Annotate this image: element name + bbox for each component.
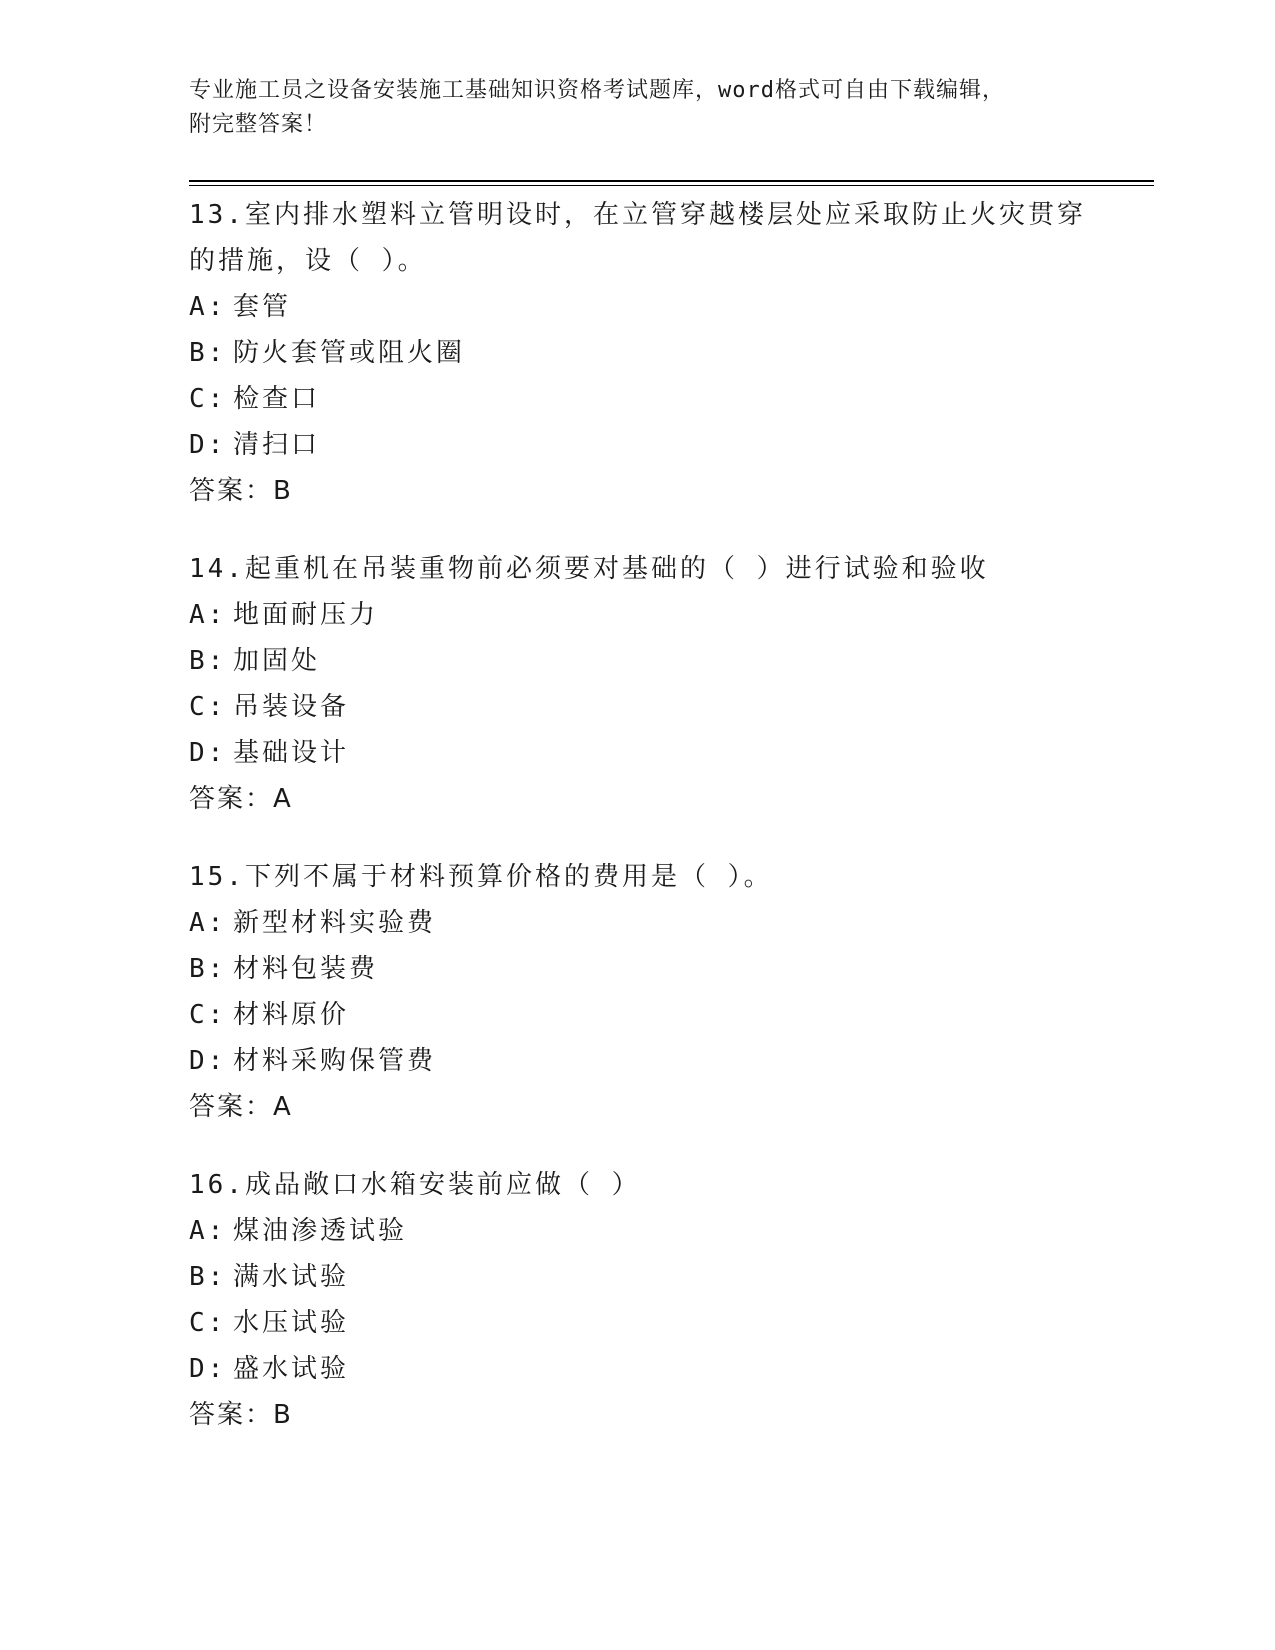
- option-letter: A:: [189, 1216, 227, 1246]
- option-d: [189, 422, 1089, 468]
- option-text: 基础设计: [233, 738, 350, 768]
- option-letter: A:: [189, 292, 227, 322]
- option-text: 加固处: [233, 646, 321, 676]
- question-stem: [189, 1162, 1089, 1208]
- option-text: 盛水试验: [233, 1354, 350, 1384]
- option-text: 材料采购保管费: [233, 1046, 437, 1076]
- option-letter: C:: [189, 1308, 227, 1338]
- option-c: [189, 1300, 1089, 1346]
- header-line-1: 专业施工员之设备安装施工基础知识资格考试题库，word格式可自由下载编辑，: [189, 78, 1005, 103]
- option-letter: C:: [189, 384, 227, 414]
- option-letter: C:: [189, 692, 227, 722]
- option-text: 地面耐压力: [233, 600, 379, 630]
- header-divider-thick: [189, 180, 1154, 182]
- option-text: 清扫口: [233, 430, 321, 460]
- option-c: [189, 684, 1089, 730]
- question-13: [189, 192, 1089, 514]
- option-letter: D:: [189, 1354, 227, 1384]
- option-text: 煤油渗透试验: [233, 1216, 408, 1246]
- option-a: [189, 900, 1089, 946]
- option-b: [189, 1254, 1089, 1300]
- option-a: [189, 592, 1089, 638]
- question-15: [189, 854, 1089, 1130]
- question-stem-line-1: 16.成品敞口水箱安装前应做（ ）: [189, 1170, 641, 1200]
- option-letter: C:: [189, 1000, 227, 1030]
- option-d: [189, 1346, 1089, 1392]
- option-text: 满水试验: [233, 1262, 350, 1292]
- option-b: [189, 946, 1089, 992]
- question-stem-line-1: 14.起重机在吊装重物前必须要对基础的（ ）进行试验和验收: [189, 554, 989, 584]
- option-b: [189, 638, 1089, 684]
- option-d: [189, 730, 1089, 776]
- option-text: 防火套管或阻火圈: [233, 338, 466, 368]
- question-list: [189, 192, 1089, 1470]
- question-stem: [189, 854, 1089, 900]
- option-text: 吊装设备: [233, 692, 350, 722]
- option-letter: D:: [189, 1046, 227, 1076]
- option-letter: A:: [189, 600, 227, 630]
- option-letter: B:: [189, 954, 227, 984]
- option-letter: D:: [189, 738, 227, 768]
- option-d: [189, 1038, 1089, 1084]
- question-stem-line-1: 15.下列不属于材料预算价格的费用是（ ）。: [189, 862, 773, 892]
- question-14: [189, 546, 1089, 822]
- option-letter: B:: [189, 1262, 227, 1292]
- question-stem-line-1: 13.室内排水塑料立管明设时，在立管穿越楼层处应采取防止火灾贯穿: [189, 200, 1086, 230]
- option-text: 材料包装费: [233, 954, 379, 984]
- option-text: 新型材料实验费: [233, 908, 437, 938]
- header-line-2: 附完整答案！: [189, 112, 328, 137]
- question-stem: [189, 546, 1089, 592]
- answer-line: 答案：A: [189, 784, 293, 814]
- option-letter: A:: [189, 908, 227, 938]
- answer-line: 答案：B: [189, 1400, 293, 1430]
- option-c: [189, 992, 1089, 1038]
- option-text: 材料原价: [233, 1000, 350, 1030]
- header-divider-thin: [189, 185, 1154, 186]
- option-a: [189, 284, 1089, 330]
- option-a: [189, 1208, 1089, 1254]
- option-b: [189, 330, 1089, 376]
- question-stem: [189, 192, 1089, 284]
- question-stem-line-2: 的措施，设（ ）。: [189, 246, 427, 276]
- option-c: [189, 376, 1089, 422]
- option-text: 套管: [233, 292, 292, 322]
- option-text: 检查口: [233, 384, 321, 414]
- document-header: [189, 74, 1069, 142]
- option-text: 水压试验: [233, 1308, 350, 1338]
- question-16: [189, 1162, 1089, 1438]
- option-letter: D:: [189, 430, 227, 460]
- option-letter: B:: [189, 338, 227, 368]
- answer-line: 答案：B: [189, 476, 293, 506]
- answer-line: 答案：A: [189, 1092, 293, 1122]
- option-letter: B:: [189, 646, 227, 676]
